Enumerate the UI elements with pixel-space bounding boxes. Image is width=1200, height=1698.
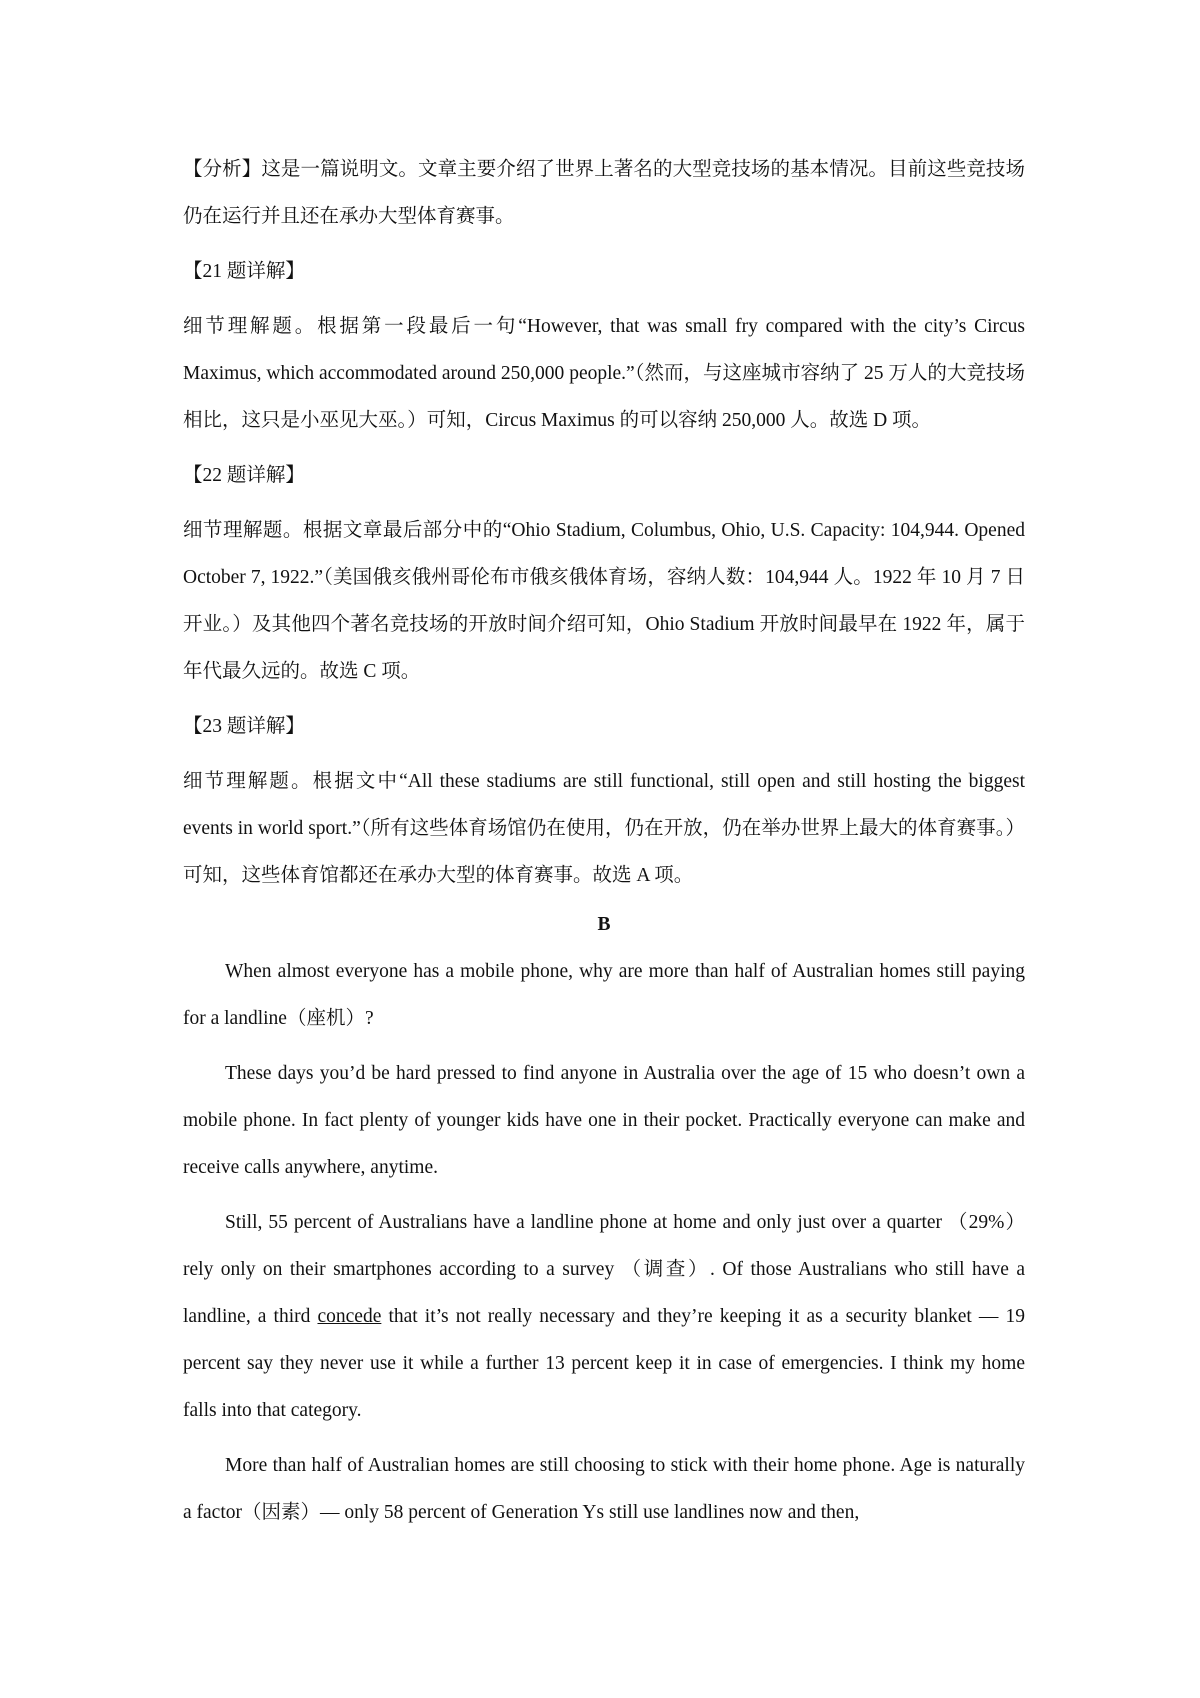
q22-explanation: 细节理解题。根据文章最后部分中的“Ohio Stadium, Columbus, Ohio, U.S. Capacity: 104,944. Opened October 7, 1922.”（美国俄亥俄州哥伦布市俄亥俄体育场，容纳人数：104,944 人。1922 年 10 月 7 日开业。）及其他四个著名竞技场的开放时间介绍可知，Ohio Stadium 开放时间最早在 1922 年，属于年代最久远的。故选 C 项。: [183, 520, 1025, 682]
passage-paragraph-1: When almost everyone has a mobile phone, why are more than half of Australian homes still paying for a landline（座机）?: [183, 961, 1025, 1029]
q23-explanation: 细节理解题。根据文中“All these stadiums are still functional, still open and still hosting the biggest events in world sport.”（所有这些体育场馆仍在使用，仍在开放，仍在举办世界上最大的体育赛事。）可知，这些体育馆都还在承办大型的体育赛事。故选 A 项。: [183, 771, 1025, 886]
q22-heading: 【22 题详解】: [183, 465, 305, 486]
passage-paragraph-3-end: that it’s not really necessary and they’re keeping it as a security blanket — 19 percent say they never use it while a further 13 percent keep it in case of emergencies. I think my home falls into that category.: [183, 1306, 1025, 1421]
passage-paragraph-3-start: Still, 55 percent of Australians have a landline phone at home and only just over a quarter （29%） rely only on their smartphones according to a survey （调查）. Of those Australians who still have a landline, a third: [183, 1212, 1025, 1327]
document-page: [183, 146, 1025, 1544]
section-b-title: B: [597, 914, 611, 935]
passage-paragraph-2: These days you’d be hard pressed to find anyone in Australia over the age of 15 who doesn’t own a mobile phone. In fact plenty of younger kids have one in their pocket. Practically everyone can make and receive calls anywhere, anytime.: [183, 1063, 1025, 1178]
q21-heading: 【21 题详解】: [183, 261, 305, 282]
passage-paragraph-3: [183, 1199, 1025, 1434]
analysis-paragraph: 【分析】这是一篇说明文。文章主要介绍了世界上著名的大型竞技场的基本情况。目前这些竞技场仍在运行并且还在承办大型体育赛事。: [183, 159, 1025, 227]
underlined-word-concede: concede: [317, 1306, 382, 1327]
q23-heading: 【23 题详解】: [183, 716, 305, 737]
passage-paragraph-4: More than half of Australian homes are still choosing to stick with their home phone. Age is naturally a factor（因素）— only 58 percent of Generation Ys still use landlines now and then,: [183, 1455, 1025, 1523]
q21-explanation: 细节理解题。根据第一段最后一句“However, that was small fry compared with the city’s Circus Maximus, which accommodated around 250,000 people.”（然而，与这座城市容纳了 25 万人的大竞技场相比，这只是小巫见大巫。）可知，Circus Maximus 的可以容纳 250,000 人。故选 D 项。: [183, 316, 1025, 431]
